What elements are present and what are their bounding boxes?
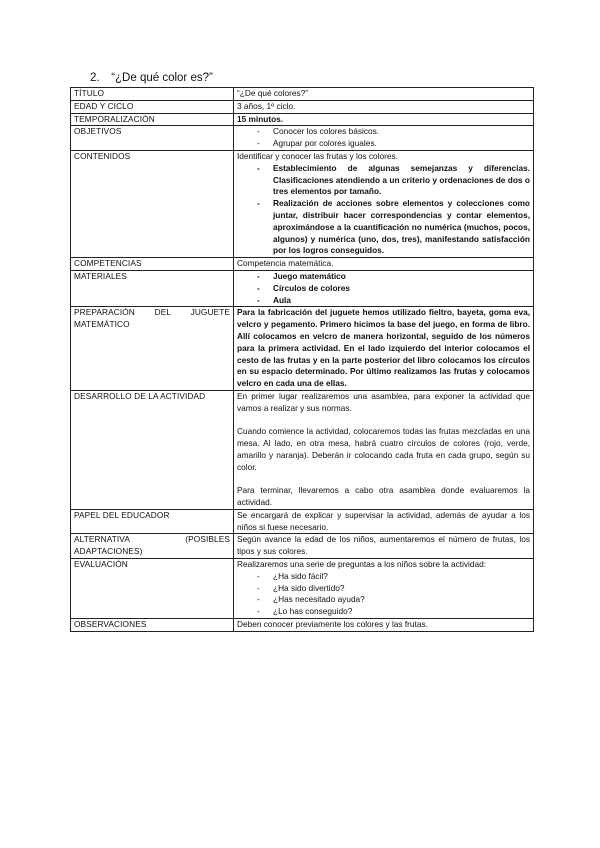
- objetivos-list: [237, 126, 530, 150]
- heading-number: 2.: [90, 72, 100, 84]
- list-item: - Establecimiento de algunas semejanzas y diferencias. Clasificaciones atendiendo a un criterio y ordenaciones de dos o tres elementos por tamaño.: [237, 163, 530, 198]
- row-edad: [71, 100, 534, 113]
- label-competencias: COMPETENCIAS: [71, 258, 234, 271]
- section-heading: [90, 72, 213, 84]
- value-alternativa: Según avance la edad de los niños, aumentaremos el número de frutas, los tipos y sus colores.: [234, 534, 534, 559]
- row-desarrollo: [71, 390, 534, 509]
- list-item: - Juego matemático: [237, 271, 530, 283]
- row-evaluacion: [71, 559, 534, 619]
- value-materiales: [234, 270, 534, 306]
- row-competencias: [71, 258, 534, 271]
- value-competencias: Competencia matemática.: [234, 258, 534, 271]
- materiales-list: [237, 271, 530, 306]
- desarrollo-paragraph: Cuando comience la actividad, colocaremos todas las frutas mezcladas en una mesa. Al lado, en otra mesa, habrá cuatro círculos de colores (rojo, verde, amarillo y naranja). Deberán ir colocando cada fruta en cada grupo, según su color.: [237, 426, 530, 472]
- evaluacion-list: [237, 571, 530, 618]
- list-item: - ¿Lo has conseguido?: [237, 606, 530, 618]
- list-item: - ¿Has necesitado ayuda?: [237, 594, 530, 606]
- value-preparacion: Para la fabricación del juguete hemos utilizado fieltro, bayeta, goma eva, velcro y pegamento. Primero hicimos la base del juego, en forma de libro. Allí colocamos en velcro de manera horizontal, seguido de los números para la primera actividad. En el lado izquierdo del interior colocamos el cesto de las frutas y en la parte posterior del libro colocamos los círculos en su espacio determinado. Por último realizamos las frutas y colocamos velcro en cada una de ellas.: [234, 307, 534, 391]
- value-evaluacion: [234, 559, 534, 619]
- row-alternativa: [71, 534, 534, 559]
- label-alternativa: ALTERNATIVA (POSIBLES ADAPTACIONES): [71, 534, 234, 559]
- contenidos-list: [237, 163, 530, 257]
- value-contenidos: [234, 150, 534, 257]
- list-item: - Círculos de colores: [237, 283, 530, 295]
- label-materiales: MATERIALES: [71, 270, 234, 306]
- row-temporalizacion: [71, 113, 534, 126]
- row-observaciones: [71, 619, 534, 632]
- value-papel: Se encargará de explicar y supervisar la actividad, además de ayudar a los niños si fuese necesario.: [234, 509, 534, 534]
- row-objetivos: [71, 126, 534, 151]
- row-papel: [71, 509, 534, 534]
- value-observaciones: Deben conocer previamente los colores y las frutas.: [234, 619, 534, 632]
- desarrollo-paragraph: Para terminar, llevaremos a cabo otra asamblea donde evaluaremos la actividad.: [237, 485, 530, 508]
- value-edad: 3 años, 1º ciclo.: [234, 100, 534, 113]
- row-contenidos: [71, 150, 534, 257]
- label-temporalizacion: TEMPORALIZACIÓN: [71, 113, 234, 126]
- label-evaluacion: EVALUACIÓN: [71, 559, 234, 619]
- heading-title: “¿De qué color es?”: [111, 72, 213, 84]
- list-item: - Realización de acciones sobre elementos y colecciones como juntar, distribuir hacer correspondencias y contar elementos, aproximándose a la cuantificación no numérica (muchos, pocos, algunos) y numérica (uno, dos, tres), manifestando satisfacción por los logros conseguidos.: [237, 198, 530, 257]
- list-item: - Conocer los colores básicos.: [237, 126, 530, 138]
- row-materiales: [71, 270, 534, 306]
- label-edad: EDAD Y CICLO: [71, 100, 234, 113]
- list-item: - Agrupar por colores iguales.: [237, 138, 530, 150]
- label-titulo: TÍTULO: [71, 88, 234, 101]
- list-item: - Aula: [237, 295, 530, 307]
- value-titulo: “¿De qué colores?”: [234, 88, 534, 101]
- row-preparacion: [71, 307, 534, 391]
- value-temporalizacion: 15 minutos.: [234, 113, 534, 126]
- value-desarrollo: [234, 390, 534, 509]
- row-titulo: [71, 88, 534, 101]
- label-preparacion: PREPARACIÓN DEL JUGUETE MATEMÁTICO: [71, 307, 234, 391]
- label-desarrollo: DESARROLLO DE LA ACTIVIDAD: [71, 390, 234, 509]
- list-item: - ¿Ha sido divertido?: [237, 583, 530, 595]
- evaluacion-intro: Realizaremos una serie de preguntas a los niños sobre la actividad:: [237, 559, 487, 570]
- desarrollo-paragraph: En primer lugar realizaremos una asamblea, para exponer la actividad que vamos a realizar y sus normas.: [237, 390, 530, 413]
- label-contenidos: CONTENIDOS: [71, 150, 234, 257]
- contenidos-intro: Identificar y conocer las frutas y los colores.: [237, 150, 398, 161]
- label-objetivos: OBJETIVOS: [71, 126, 234, 151]
- label-observaciones: OBSERVACIONES: [71, 619, 234, 632]
- list-item: - ¿Ha sido fácil?: [237, 571, 530, 583]
- activity-table: [70, 87, 534, 632]
- value-objetivos: [234, 126, 534, 151]
- label-papel: PAPEL DEL EDUCADOR: [71, 509, 234, 534]
